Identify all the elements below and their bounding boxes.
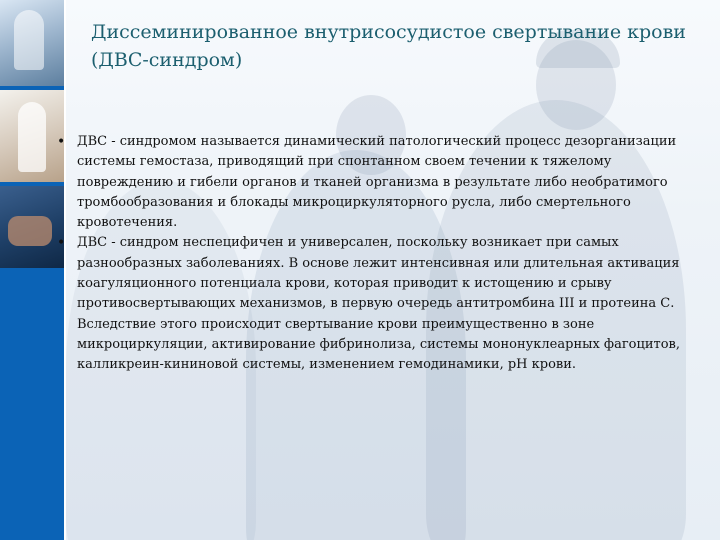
bullet-paragraph [56, 132, 696, 233]
slide-content [56, 132, 696, 376]
medical-photo [0, 186, 64, 268]
medical-photo [0, 90, 64, 182]
left-image-strip [0, 0, 64, 540]
bullet-paragraph [56, 233, 696, 375]
medical-photo [0, 0, 64, 86]
slide-title: Диссеминированное внутрисосудистое свертывание крови (ДВС-синдром) [91, 21, 686, 71]
bullet-icon: • [57, 235, 66, 252]
bullet-icon: • [57, 134, 66, 150]
paragraph-text: ДВС - синдром неспецифичен и универсален, поскольку возникает при самых разнообразных заболеваниях. В основе лежит интенсивная или длительная активация коагуляционного потенциала крови, которая приводит к истощению и срыву противосвертывающих механизмов, в первую очередь антитромбина III и протеина С. Вследствие этого происходит свертывание крови преимущественно в зоне микроциркуляции, активирование фибринолиза, системы мононуклеарных фагоцитов, калликреин-кининовой системы, изменением гемодинамики, рН крови. [77, 235, 680, 373]
paragraph-text: ДВС - синдромом называется динамический патологический процесс дезорганизации системы гемостаза, приводящий при спонтанном своем течении к тяжелому повреждению и гибели органов и тканей организма в результате либо необратимого тромбообразования и блокады микроциркуляторного русла, либо смертельного кровотечения. [77, 134, 677, 231]
